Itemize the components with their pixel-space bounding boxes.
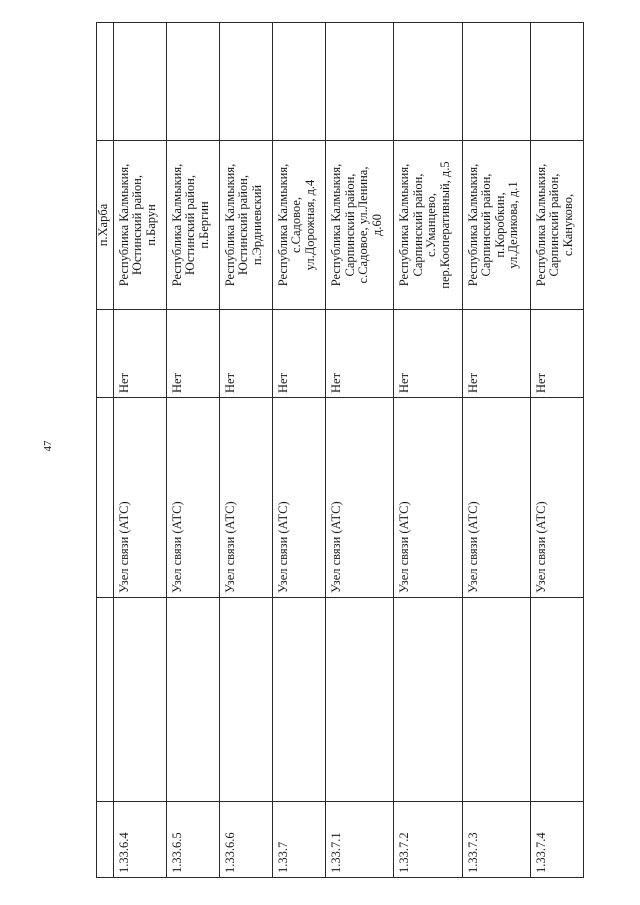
object-type: Узел связи (АТС) xyxy=(169,501,184,593)
table-row xyxy=(113,23,166,878)
empty-cell xyxy=(272,598,325,802)
address-cell xyxy=(166,141,219,310)
address-line: Республика Калмыкия, xyxy=(397,163,412,287)
flag-value: Нет xyxy=(275,372,290,393)
address-line: п.Эрдниевский xyxy=(249,184,264,266)
empty-cell xyxy=(219,598,272,802)
address-line: п.Барун xyxy=(143,204,158,246)
type-cell xyxy=(272,398,325,598)
flag-value: Нет xyxy=(465,372,480,393)
flag-cell xyxy=(272,310,325,398)
code-cell xyxy=(272,802,325,878)
address-line: Республика Калмыкия, xyxy=(465,163,480,287)
address-line: Республика Калмыкия, xyxy=(275,163,290,287)
row-code: 1.33.7 xyxy=(275,841,290,873)
empty-cell xyxy=(394,598,462,802)
continuation-address: п.Харба xyxy=(96,203,110,247)
address-line: Сарпинский район, xyxy=(479,173,494,277)
address-line: с.Садовое, xyxy=(289,196,304,254)
address-cell xyxy=(219,141,272,310)
empty-cell xyxy=(462,598,530,802)
table-row xyxy=(219,23,272,878)
address-line: Сарпинский район, xyxy=(342,173,357,277)
row-code: 1.33.7.4 xyxy=(533,832,548,873)
address-line: д.60 xyxy=(369,214,384,236)
address-text xyxy=(531,141,578,309)
flag-cell xyxy=(219,310,272,398)
flag-cell xyxy=(326,310,394,398)
address-line: с.Уманцево, xyxy=(424,193,439,257)
address-text xyxy=(273,141,320,309)
address-line: Республика Калмыкия, xyxy=(222,163,237,287)
address-line: ул.Дорожная, д.4 xyxy=(302,179,317,271)
empty-cell xyxy=(166,598,219,802)
address-text xyxy=(463,141,523,309)
code-cell xyxy=(462,802,530,878)
row-code: 1.33.7.2 xyxy=(397,832,412,873)
address-cell xyxy=(326,141,394,310)
type-cell xyxy=(462,398,530,598)
flag-value: Нет xyxy=(533,372,548,393)
address-line: п.Бергин xyxy=(196,201,211,249)
address-line: пер.Кооперативный, д.5 xyxy=(437,161,452,289)
flag-value: Нет xyxy=(116,372,131,393)
object-type: Узел связи (АТС) xyxy=(397,501,412,593)
address-text xyxy=(326,141,386,309)
address-text xyxy=(394,141,454,309)
address-line: с.Садовое, ул.Ленина, xyxy=(356,166,371,284)
page-number: 47 xyxy=(42,440,54,452)
row-code: 1.33.7.3 xyxy=(465,832,480,873)
empty-cell xyxy=(113,598,166,802)
type-cell xyxy=(97,398,114,598)
flag-cell xyxy=(166,310,219,398)
row-code: 1.33.7.1 xyxy=(329,832,344,873)
table-row xyxy=(166,23,219,878)
table-row xyxy=(326,23,394,878)
object-type: Узел связи (АТС) xyxy=(222,501,237,593)
table-row-continuation xyxy=(97,23,114,878)
code-cell xyxy=(113,802,166,878)
address-cell xyxy=(97,141,114,310)
address-line: с.Кануково, xyxy=(560,193,575,257)
row-code: 1.33.6.4 xyxy=(116,832,131,873)
rotated-page xyxy=(96,23,584,878)
code-cell xyxy=(326,802,394,878)
type-cell xyxy=(113,398,166,598)
address-text xyxy=(167,141,214,309)
flag-cell xyxy=(462,310,530,398)
type-cell xyxy=(394,398,462,598)
table-row xyxy=(462,23,530,878)
flag-value: Нет xyxy=(169,372,184,393)
address-line: Юстинский район, xyxy=(236,175,251,275)
type-cell xyxy=(326,398,394,598)
address-line: Юстинский район, xyxy=(183,175,198,275)
trailing-cell xyxy=(326,23,394,141)
address-line: п.Коробкин, xyxy=(492,192,507,258)
trailing-cell xyxy=(530,23,583,141)
empty-cell xyxy=(530,598,583,802)
row-code: 1.33.6.5 xyxy=(169,832,184,873)
flag-value: Нет xyxy=(397,372,412,393)
address-cell xyxy=(530,141,583,310)
address-cell xyxy=(113,141,166,310)
address-cell xyxy=(394,141,462,310)
register-table xyxy=(96,22,584,878)
code-cell xyxy=(97,802,114,878)
object-type: Узел связи (АТС) xyxy=(275,501,290,593)
address-cell xyxy=(462,141,530,310)
row-code: 1.33.6.6 xyxy=(222,832,237,873)
flag-cell xyxy=(530,310,583,398)
code-cell xyxy=(530,802,583,878)
trailing-cell xyxy=(113,23,166,141)
flag-value: Нет xyxy=(329,372,344,393)
table-row xyxy=(272,23,325,878)
address-cell xyxy=(272,141,325,310)
type-cell xyxy=(166,398,219,598)
code-cell xyxy=(394,802,462,878)
flag-cell xyxy=(394,310,462,398)
table-row xyxy=(394,23,462,878)
object-type: Узел связи (АТС) xyxy=(465,501,480,593)
flag-cell xyxy=(113,310,166,398)
address-line: ул.Деликова, д.1 xyxy=(506,181,521,269)
address-text xyxy=(220,141,267,309)
type-cell xyxy=(219,398,272,598)
trailing-cell xyxy=(166,23,219,141)
address-line: Сарпинский район, xyxy=(410,173,425,277)
flag-value: Нет xyxy=(222,372,237,393)
code-cell xyxy=(219,802,272,878)
code-cell xyxy=(166,802,219,878)
trailing-cell xyxy=(394,23,462,141)
address-line: Республика Калмыкия, xyxy=(533,163,548,287)
address-line: Сарпинский район, xyxy=(547,173,562,277)
trailing-cell xyxy=(97,23,114,141)
trailing-cell xyxy=(272,23,325,141)
address-text xyxy=(114,141,161,309)
object-type: Узел связи (АТС) xyxy=(116,501,131,593)
empty-cell xyxy=(326,598,394,802)
address-line: Республика Калмыкия, xyxy=(169,163,184,287)
address-line: Республика Калмыкия, xyxy=(116,163,131,287)
address-line: Республика Калмыкия, xyxy=(329,163,344,287)
flag-cell xyxy=(97,310,114,398)
address-line: Юстинский район, xyxy=(130,175,144,275)
type-cell xyxy=(530,398,583,598)
table-row xyxy=(530,23,583,878)
empty-cell xyxy=(97,598,114,802)
trailing-cell xyxy=(462,23,530,141)
object-type: Узел связи (АТС) xyxy=(329,501,344,593)
object-type: Узел связи (АТС) xyxy=(533,501,548,593)
trailing-cell xyxy=(219,23,272,141)
